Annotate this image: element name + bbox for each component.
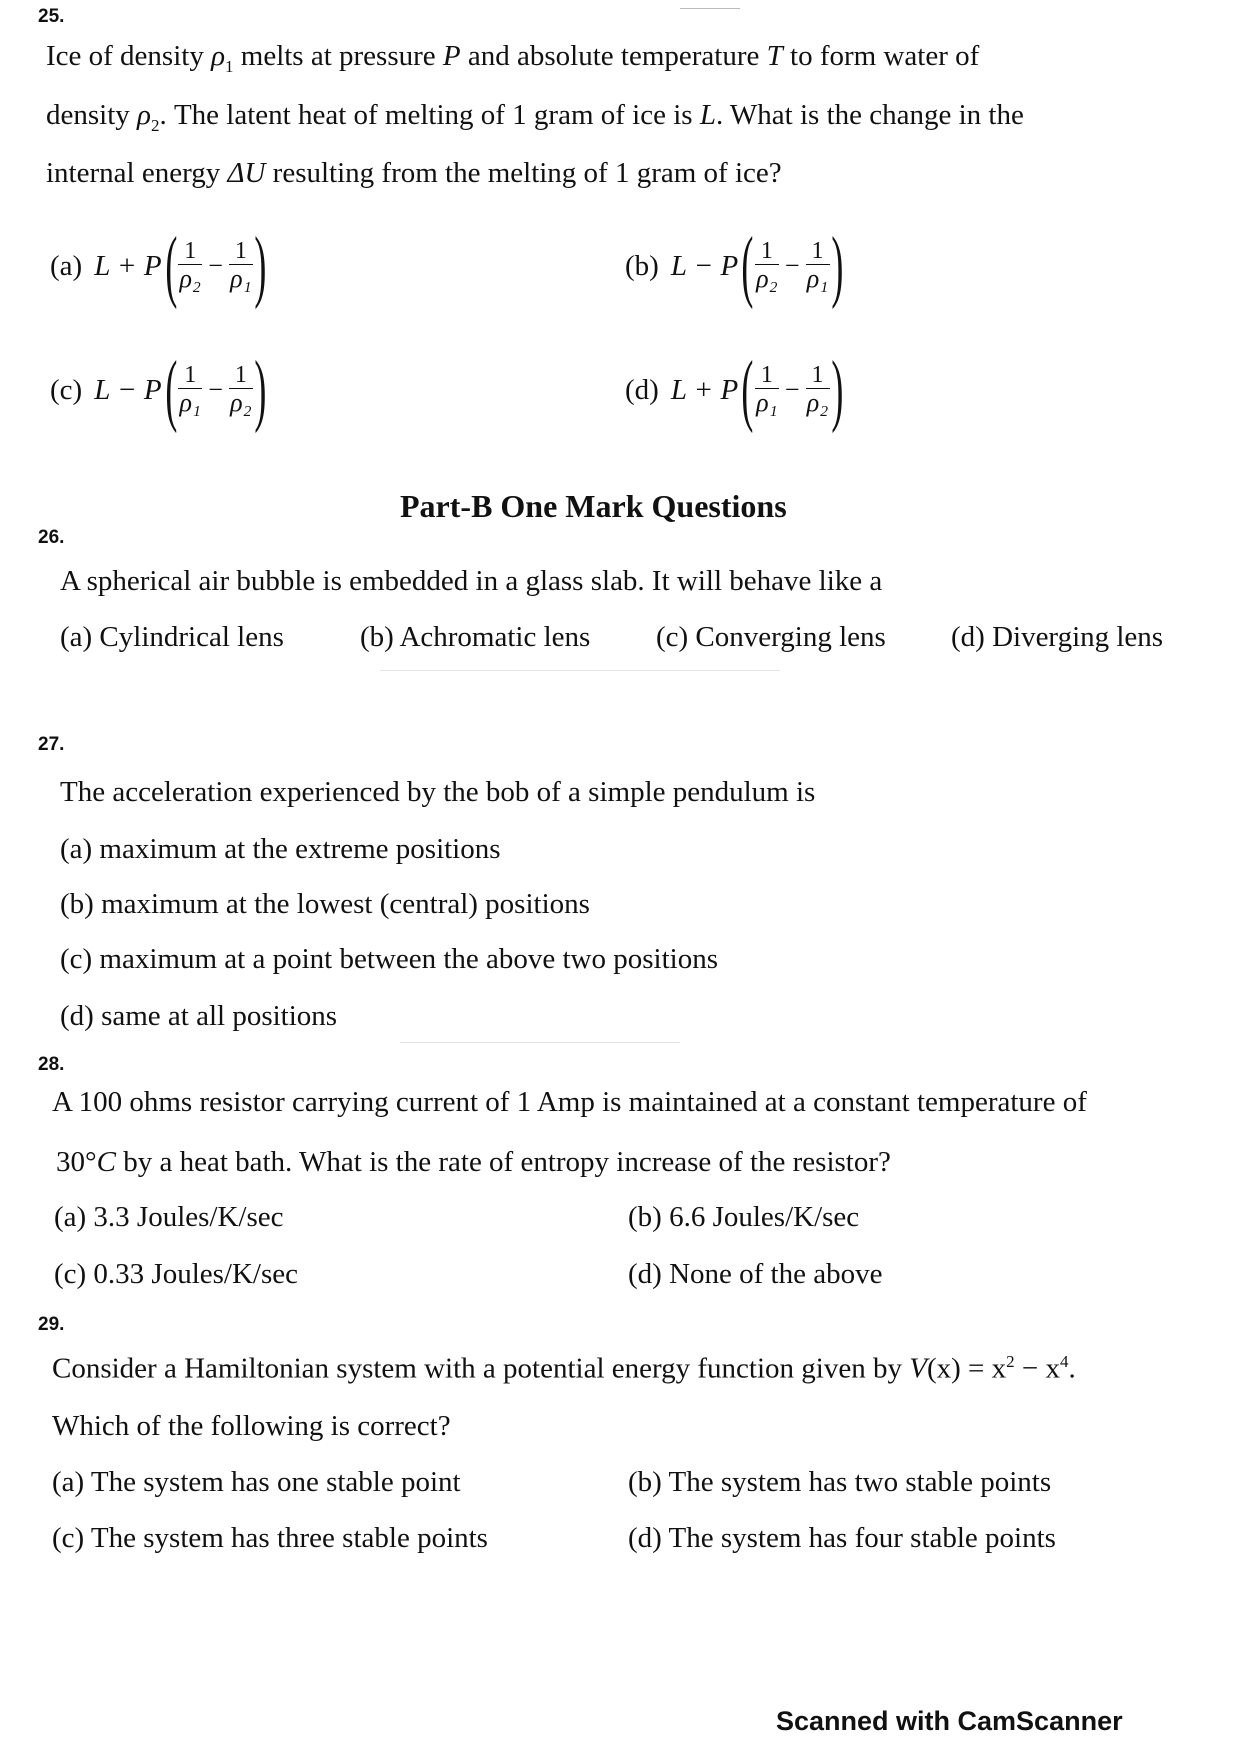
q25-option-a: (a) L + P ( $\frac{1}{\text{ρ₂}}$ − $\frac{1}{\text{ρ₁}}$ ): [50, 222, 267, 310]
q28-option-d: (d) None of the above: [628, 1258, 883, 1290]
q25-line-3: internal energy ΔU resulting from the melting of 1 gram of ice?: [46, 157, 782, 189]
q25-option-c: (c) L − P ( $\frac{1}{\text{ρ₁}}$ − $\frac{1}{\text{ρ₂}}$ ): [50, 346, 267, 434]
question-number-28: 28.: [38, 1054, 65, 1075]
q27-option-a: (a) maximum at the extreme positions: [60, 833, 501, 865]
q26-option-c: (c) Converging lens: [656, 621, 886, 653]
part-b-heading: Part-B One Mark Questions: [400, 488, 787, 524]
question-number-27: 27.: [38, 734, 65, 755]
q27-option-c: (c) maximum at a point between the above two positions: [60, 943, 718, 975]
scan-speck: [380, 670, 780, 671]
q26-option-d: (d) Diverging lens: [951, 621, 1164, 653]
q26-text: A spherical air bubble is embedded in a glass slab. It will behave like a: [60, 565, 883, 597]
q27-text: The acceleration experienced by the bob of a simple pendulum is: [60, 776, 816, 808]
camscanner-footer: Scanned with CamScanner: [776, 1706, 1123, 1736]
q28-line-1: A 100 ohms resistor carrying current of 1 Amp is maintained at a constant temperature of: [52, 1086, 1087, 1118]
q27-option-b: (b) maximum at the lowest (central) positions: [60, 888, 590, 920]
scan-speck: [680, 8, 740, 9]
q28-option-c: (c) 0.33 Joules/K/sec: [54, 1258, 299, 1290]
q26-option-b: (b) Achromatic lens: [360, 621, 591, 653]
q29-line-2: Which of the following is correct?: [52, 1410, 451, 1442]
q28-option-a: (a) 3.3 Joules/K/sec: [54, 1201, 284, 1233]
q29-option-d: (d) The system has four stable points: [628, 1522, 1056, 1554]
q29-option-b: (b) The system has two stable points: [628, 1466, 1052, 1498]
q29-option-c: (c) The system has three stable points: [52, 1522, 488, 1554]
question-number-26: 26.: [38, 527, 65, 548]
q25-line-2: density $\rho_2$. The latent heat of melting of 1 gram of ice is L. What is the change in the: [46, 99, 1024, 135]
q29-option-a: (a) The system has one stable point: [52, 1466, 461, 1498]
q25-line-1: Ice of density $\rho_1$ melts at pressure P and absolute temperature T to form water of: [46, 40, 980, 76]
q25-option-b: (b) L − P ( $\frac{1}{\text{ρ₂}}$ − $\frac{1}{\text{ρ₁}}$ ): [625, 222, 843, 310]
scan-speck: [400, 1042, 680, 1043]
q25-option-d: (d) L + P ( $\frac{1}{\text{ρ₁}}$ − $\frac{1}{\text{ρ₂}}$ ): [625, 346, 843, 434]
q27-option-d: (d) same at all positions: [60, 1000, 338, 1032]
q28-line-2: 30°C by a heat bath. What is the rate of entropy increase of the resistor?: [56, 1146, 891, 1178]
question-number-25: 25.: [38, 6, 65, 27]
question-number-29: 29.: [38, 1314, 65, 1335]
q26-option-a: (a) Cylindrical lens: [60, 621, 284, 653]
q29-line-1: Consider a Hamiltonian system with a potential energy function given by $V(x) = x^2 - x^4$.: [52, 1352, 1076, 1385]
q28-option-b: (b) 6.6 Joules/K/sec: [628, 1201, 860, 1233]
